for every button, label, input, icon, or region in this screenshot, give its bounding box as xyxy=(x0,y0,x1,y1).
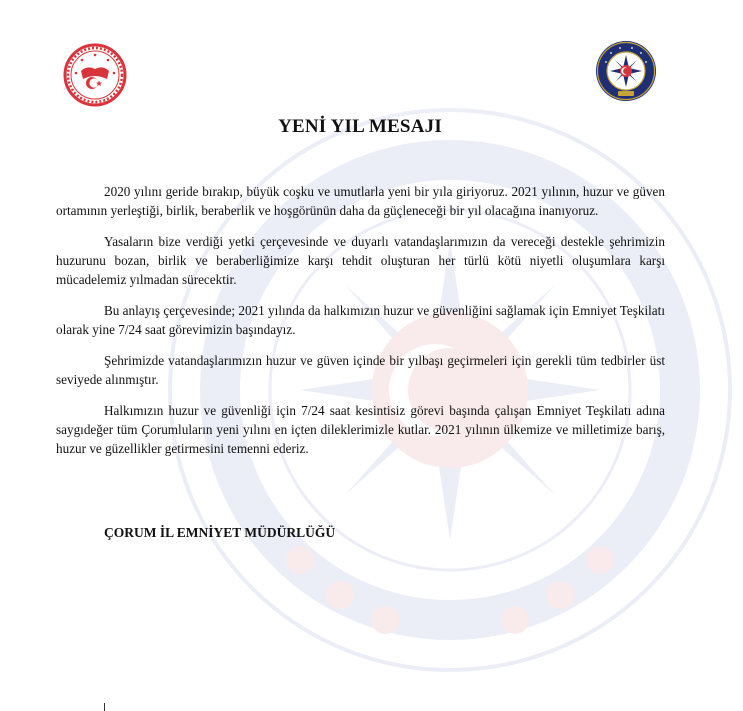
message-body xyxy=(56,182,665,470)
paragraph: Şehrimizde vatandaşlarımızın huzur ve güven içinde bir yılbaşı geçirmeleri için gerekli tüm tedbirler üst seviyede alınmıştır. xyxy=(56,353,665,387)
egm-police-badge-icon xyxy=(592,40,660,102)
paragraph: Halkımızın huzur ve güvenliği için 7/24 saat kesintisiz görevi başında çalışan Emniyet Teşkilatı adına saygıdeğer tüm Çorumluların yeni yılını en içten dileklerimizle kutlar. 2021 yılının ülkemize ve milletimize barış, huzur ve güzellikler getirmesini temenni ederiz. xyxy=(56,403,665,456)
paragraph: Yasaların bize verdiği yetki çerçevesinde ve duyarlı vatandaşlarımızın da vereceği destekle şehrimizin huzurunu bozan, birlik ve beraberliğimize karşı tehdit oluşturan her türlü kötü niyetli oluşumlara karşı mücadelemiz yılmadan sürecektir. xyxy=(56,234,665,287)
governorship-emblem-icon xyxy=(63,43,127,107)
signature: ÇORUM İL EMNİYET MÜDÜRLÜĞÜ xyxy=(104,525,336,540)
page-edge-mark xyxy=(104,703,105,711)
paragraph: Bu anlayış çerçevesinde; 2021 yılında da halkımızın huzur ve güvenliğini sağlamak için Emniyet Teşkilatı olarak yine 7/24 saat görevimizin başındayız. xyxy=(56,303,665,337)
page-title: YENİ YIL MESAJI xyxy=(278,116,442,137)
paragraph: 2020 yılını geride bırakıp, büyük coşku ve umutlarla yeni bir yıla giriyoruz. 2021 yılının, huzur ve güven ortamının yerleştiği, birlik, beraberlik ve hoşgörünün daha da güçleneceği bir yıl olacağına inanıyoruz. xyxy=(56,184,665,218)
